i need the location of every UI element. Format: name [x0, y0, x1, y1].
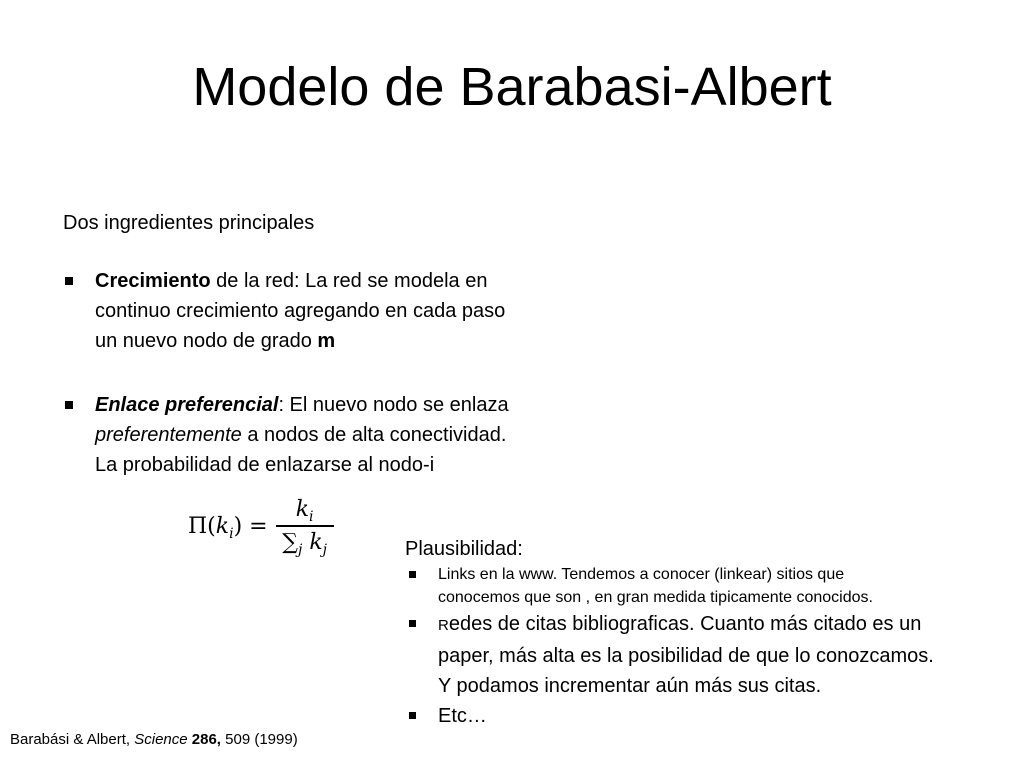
preferential-text: : El nuevo nodo se enlaza [278, 394, 509, 416]
formula-denominator [278, 529, 331, 558]
den-sub: j [322, 541, 327, 558]
bullet-row [63, 266, 603, 356]
sum-sub: j [297, 541, 303, 558]
preferential-text-2: a nodos de alta conectividad. [241, 424, 507, 446]
bullet-line [95, 390, 603, 420]
growth-term: Crecimiento [95, 270, 211, 292]
slide-title: Modelo de Barabasi-Albert [192, 57, 832, 117]
bullet-line: Y podamos incrementar aún más sus citas. [438, 675, 822, 697]
square-bullet-icon [409, 712, 416, 719]
growth-degree-text: un nuevo nodo de grado [95, 330, 318, 352]
bullet-line: paper, más alta es la posibilidad de que lo conozcamos. [438, 645, 934, 667]
sum-symbol: ∑ [282, 529, 298, 555]
bullet-line [438, 609, 1015, 641]
square-bullet-icon [65, 277, 73, 285]
bullet-line: conocemos que son , en gran medida tipicamente conocidos. [438, 589, 873, 606]
square-bullet-icon [65, 401, 73, 409]
den-var: k [309, 529, 323, 555]
first-letter: R [438, 617, 449, 634]
lhs-sub: i [229, 525, 234, 542]
num-sub: i [309, 509, 314, 526]
bullet-line [95, 420, 603, 450]
preferential-term: Enlace preferencial [95, 394, 279, 416]
bullet-growth [63, 266, 603, 356]
square-bullet-icon [409, 620, 416, 627]
bullet-line: continuo crecimiento agregando en cada paso [95, 300, 506, 322]
bullet-line: Links en la www. Tendemos a conocer (linkear) sitios que [438, 566, 845, 583]
citation-volume: 286, [187, 731, 221, 748]
citations-text: edes de citas bibliograficas. Cuanto más citado es un [448, 613, 922, 635]
bullet-row [63, 390, 603, 480]
preferentially-word: preferentemente [95, 424, 242, 446]
formula-fraction [276, 497, 334, 558]
plausibility-item-citations [405, 609, 1015, 701]
plausibility-item-etc [405, 701, 1015, 731]
formula-numerator [292, 497, 318, 526]
citation-pages: 509 (1999) [220, 731, 298, 748]
bullet-preferential [63, 390, 603, 480]
pi-symbol: Π( [188, 513, 216, 539]
intro-text: Dos ingredientes principales [63, 212, 315, 234]
formula-lhs [188, 513, 268, 542]
citation-authors: Barabási & Albert, [10, 731, 135, 748]
reference-citation [10, 731, 298, 748]
plausibility-title: Plausibilidad: [405, 538, 523, 560]
square-bullet-icon [409, 571, 416, 578]
plausibility-section [405, 535, 1015, 731]
bullet-line: Etc… [438, 705, 487, 727]
citation-journal: Science [134, 731, 188, 748]
growth-text: de la red: La red se modela en [210, 270, 488, 292]
plausibility-item-www [405, 563, 1015, 609]
num-var: k [295, 497, 310, 523]
lhs-suffix: ) = [233, 513, 268, 539]
fraction-bar [276, 525, 334, 527]
probability-formula [188, 490, 334, 562]
bullet-line [95, 326, 603, 356]
degree-m: m [317, 330, 336, 352]
bullet-line [95, 266, 603, 296]
bullet-line: La probabilidad de enlazarse al nodo-i [95, 454, 435, 476]
lhs-var: k [215, 513, 230, 539]
